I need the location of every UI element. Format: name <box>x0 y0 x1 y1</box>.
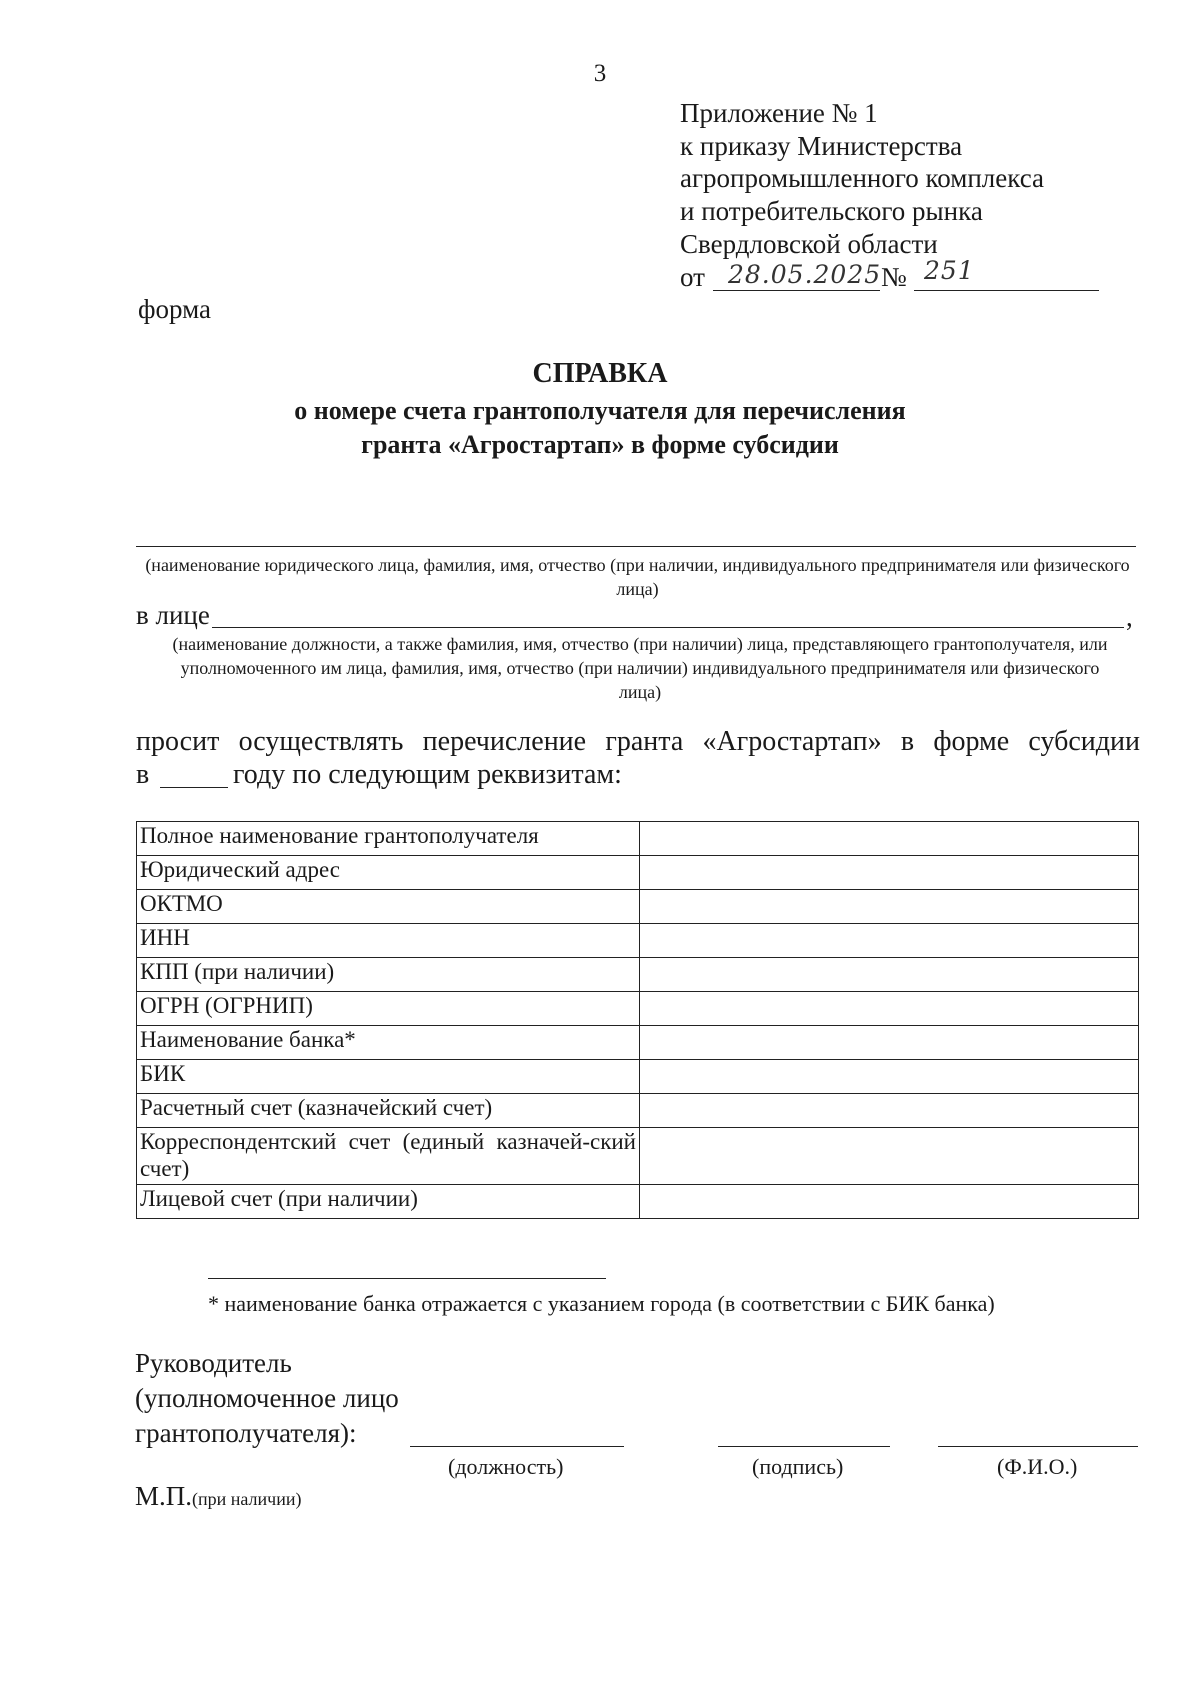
stamp-note: (при наличии) <box>192 1489 302 1509</box>
requisite-value <box>640 822 1139 856</box>
requisite-value <box>640 1094 1139 1128</box>
full-name-line <box>938 1446 1138 1447</box>
number-underline <box>914 290 1099 291</box>
requisite-label: Полное наименование грантополучателя <box>137 822 640 856</box>
grantee-name-caption: (наименование юридического лица, фамилия, имя, отчество (при наличии, индивидуального предпринимателя или физического лица) <box>145 555 1130 599</box>
signatory-line: грантополучателя): <box>135 1418 357 1448</box>
requisite-value <box>640 856 1139 890</box>
handwritten-date: 28.05.2025 <box>728 259 882 289</box>
table-row <box>137 822 1139 856</box>
page-number: 3 <box>593 60 607 87</box>
table-row <box>137 1026 1139 1060</box>
handwritten-number: 251 <box>924 255 975 285</box>
requisite-label: ОКТМО <box>137 890 640 924</box>
appendix-line: Приложение № 1 <box>680 98 878 128</box>
requisite-value <box>640 958 1139 992</box>
position-line <box>410 1446 624 1447</box>
document-title: СПРАВКА <box>532 358 668 389</box>
request-year-prefix: в <box>136 759 150 790</box>
representative-caption: (наименование должности, а также фамилия, имя, отчество (при наличии) лица, представляющего грантополучателя, или уполномоченного им лица, фамилия, имя, отчество (при наличии) индивидуального предпринимателя или физического лица) <box>172 634 1108 702</box>
number-prefix: № <box>881 261 907 292</box>
table-row <box>137 1060 1139 1094</box>
signatory-line: Руководитель <box>135 1348 292 1378</box>
document-subtitle: о номере счета грантополучателя для перечисления <box>294 396 906 425</box>
position-caption: (должность) <box>448 1454 564 1479</box>
footnote-separator <box>208 1278 606 1279</box>
grantee-name-line <box>136 546 1136 547</box>
requisite-label: БИК <box>137 1060 640 1094</box>
year-blank <box>160 787 228 788</box>
requisite-label: Юридический адрес <box>137 856 640 890</box>
signature-line <box>718 1446 890 1447</box>
requisite-label: Наименование банка* <box>137 1026 640 1060</box>
representative-comma: , <box>1126 602 1133 632</box>
requisite-label: Корреспондентский счет (единый казначей-ский счет) <box>137 1128 640 1185</box>
appendix-line: к приказу Министерства <box>680 130 963 161</box>
table-row <box>137 856 1139 890</box>
requisite-value <box>640 1185 1139 1219</box>
table-row <box>137 1185 1139 1219</box>
requisite-label: Лицевой счет (при наличии) <box>137 1185 640 1219</box>
appendix-block <box>680 97 1044 294</box>
requisite-value <box>640 1060 1139 1094</box>
requisite-value <box>640 1026 1139 1060</box>
signature-caption: (подпись) <box>752 1454 844 1479</box>
requisites-table <box>136 821 1139 1219</box>
date-prefix: от <box>680 261 705 292</box>
stamp-place <box>135 1481 301 1512</box>
signatory-line: (уполномоченное лицо <box>135 1383 399 1413</box>
form-label: форма <box>138 294 211 324</box>
table-row <box>137 924 1139 958</box>
requisite-value <box>640 890 1139 924</box>
request-line: просит осуществлять перечисление гранта «Агростартап» в форме субсидии <box>136 726 1140 757</box>
table-row <box>137 1128 1139 1185</box>
request-year-suffix: году по следующим реквизитам: <box>233 759 622 790</box>
requisite-label: ИНН <box>137 924 640 958</box>
table-row <box>137 890 1139 924</box>
appendix-line: агропромышленного комплекса <box>680 163 1044 194</box>
order-date-line <box>680 255 1044 294</box>
representative-line <box>212 627 1124 628</box>
appendix-line: и потребительского рынка <box>680 196 983 227</box>
stamp-label: М.П. <box>135 1481 193 1511</box>
footnote: * наименование банка отражается с указанием города (в соответствии с БИК банка) <box>208 1291 995 1316</box>
requisite-value <box>640 992 1139 1026</box>
table-row <box>137 958 1139 992</box>
document-subtitle: гранта «Агростартап» в форме субсидии <box>361 430 839 459</box>
requisite-label: ОГРН (ОГРНИП) <box>137 992 640 1026</box>
table-row <box>137 1094 1139 1128</box>
requisite-value <box>640 1128 1139 1185</box>
requisite-label: КПП (при наличии) <box>137 958 640 992</box>
table-row <box>137 992 1139 1026</box>
requisite-label: Расчетный счет (казначейский счет) <box>137 1094 640 1128</box>
appendix-line: Свердловской области <box>680 228 938 259</box>
represented-by-label: в лице <box>136 600 210 630</box>
requisite-value <box>640 924 1139 958</box>
full-name-caption: (Ф.И.О.) <box>997 1454 1078 1479</box>
